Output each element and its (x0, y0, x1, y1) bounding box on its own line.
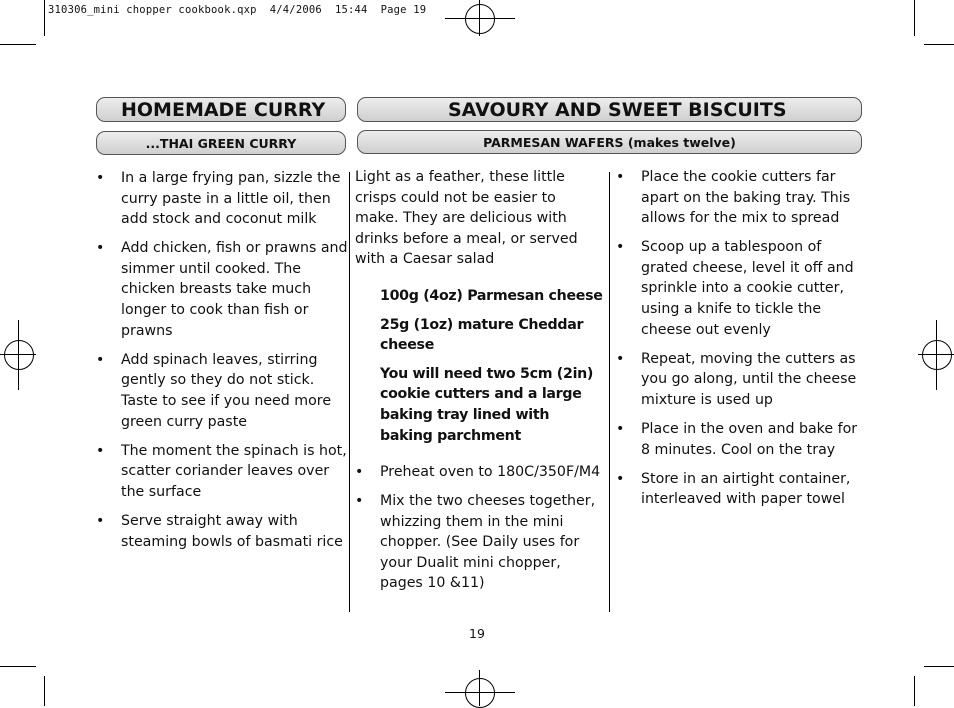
heading-text: HOMEMADE CURRY (121, 98, 326, 121)
crop-mark (914, 0, 915, 36)
bullet: • (616, 350, 625, 367)
ingredients-list (380, 286, 606, 454)
list-item (355, 491, 605, 594)
crop-mark (44, 0, 45, 36)
step-text: Place the cookie cutters far apart on the baking tray. This allows for the mix to spread (641, 169, 851, 227)
curry-method-column (96, 168, 348, 561)
crop-mark (914, 676, 915, 706)
bullet: • (616, 239, 625, 256)
list-item (96, 350, 348, 432)
page-number: 19 (469, 626, 485, 641)
subheading-text: PARMESAN WAFERS (makes twelve) (483, 134, 736, 150)
crop-mark (0, 666, 36, 667)
step-text: Place in the oven and bake for 8 minutes. Cool on the tray (641, 421, 858, 458)
steps-list (355, 462, 605, 594)
bullet: • (96, 442, 105, 459)
bullet: • (355, 464, 364, 480)
heading-savoury-biscuits (357, 97, 862, 122)
column-divider (349, 172, 350, 612)
crop-mark (924, 666, 954, 667)
bullet: • (616, 470, 625, 487)
bullet: • (355, 493, 364, 510)
equipment-note: You will need two 5cm (2in) cookie cutters and a large baking tray lined with baking parchment (380, 365, 594, 444)
list-item (96, 511, 348, 552)
bullet: • (616, 169, 625, 185)
bullet: • (616, 421, 625, 438)
step-text: Scoop up a tablespoon of grated cheese, level it off and sprinkle into a cookie cutter, using a knife to tickle the cheese out evenly (641, 239, 854, 338)
list-item (616, 419, 868, 460)
subheading-thai-green-curry (96, 131, 346, 155)
subheading-parmesan-wafers (357, 130, 862, 154)
list-item (96, 441, 348, 503)
list-item (355, 462, 605, 483)
bullet: • (96, 240, 105, 257)
step-text: Serve straight away with steaming bowls of basmati rice (121, 512, 343, 550)
print-slug: 310306_mini chopper cookbook.qxp 4/4/2006 15:44 Page 19 (48, 4, 427, 16)
crop-mark (0, 44, 36, 45)
column-divider (609, 172, 610, 612)
wafers-steps-right (616, 167, 868, 518)
crop-mark (44, 676, 45, 706)
bullet: • (96, 170, 105, 186)
wafers-intro-column (355, 167, 603, 270)
step-text: Mix the two cheeses together, whizzing them in the mini chopper. (See Daily uses for your Dualit mini chopper, pages 10 &11) (380, 493, 596, 592)
list-item (96, 238, 348, 341)
list-item (616, 469, 868, 510)
heading-text: SAVOURY AND SWEET BISCUITS (448, 98, 787, 121)
step-text: Repeat, moving the cutters as you go along, until the cheese mixture is used up (641, 350, 857, 408)
step-text: Store in an airtight container, interleaved with paper towel (641, 470, 851, 508)
list-item (616, 167, 868, 229)
step-text: Add chicken, fish or prawns and simmer until cooked. The chicken breasts take much longer to cook than fish or prawns (121, 240, 348, 339)
step-text: Add spinach leaves, stirring gently so they do not stick. Taste to see if you need more green curry paste (121, 351, 332, 430)
step-text: In a large frying pan, sizzle the curry paste in a little oil, then add stock and coconut milk (121, 170, 341, 228)
list-item (616, 349, 868, 411)
heading-homemade-curry (96, 97, 346, 122)
list-item (616, 237, 868, 340)
recipe-intro: Light as a feather, these little crisps could not be easier to make. They are delicious with drinks before a meal, or served with a Caesar salad (355, 169, 578, 268)
curry-steps-list (96, 168, 348, 552)
step-text: The moment the spinach is hot, scatter coriander leaves over the surface (121, 442, 347, 500)
step-text: Preheat oven to 180C/350F/M4 (380, 464, 601, 480)
ingredient-parmesan: 100g (4oz) Parmesan cheese (380, 288, 603, 304)
subheading-text: ...THAI GREEN CURRY (145, 135, 297, 151)
bullet: • (96, 512, 105, 529)
crop-mark (924, 44, 954, 45)
bullet: • (96, 351, 105, 368)
steps-list (616, 167, 868, 510)
list-item (96, 168, 348, 230)
wafers-steps-middle (355, 462, 605, 603)
ingredient-cheddar: 25g (1oz) mature Cheddar cheese (380, 316, 584, 354)
